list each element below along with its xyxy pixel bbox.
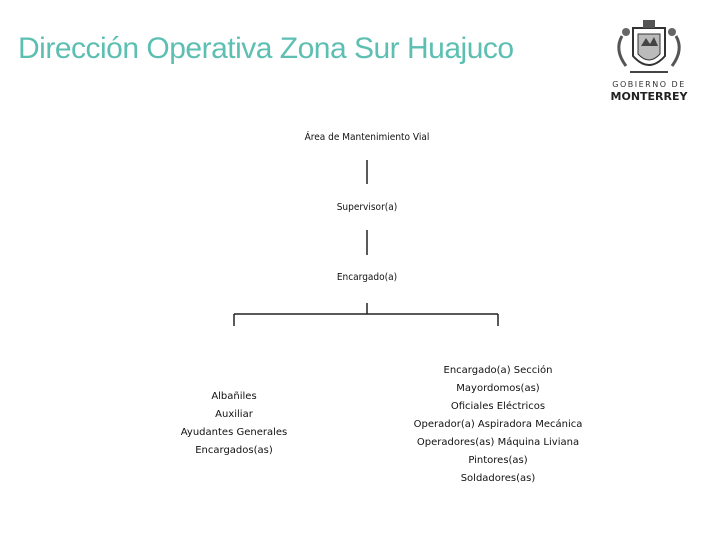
node-level2: Supervisor(a) — [336, 202, 398, 213]
node-right-group — [398, 362, 598, 488]
page-title: Dirección Operativa Zona Sur Huajuco — [18, 32, 514, 65]
right-group-item: Mayordomos(as) — [456, 383, 540, 394]
node-level1: Área de Mantenimiento Vial — [304, 132, 430, 143]
logo-text-top: GOBIERNO DE — [612, 80, 686, 89]
logo-text-main: MONTERREY — [610, 90, 688, 103]
left-group-item: Ayudantes Generales — [180, 427, 288, 438]
right-group-item: Pintores(as) — [468, 455, 528, 466]
right-group-item: Encargado(a) Sección — [443, 365, 553, 376]
right-group-item: Oficiales Eléctricos — [450, 401, 546, 412]
node-level3: Encargado(a) — [336, 272, 398, 283]
right-group-item: Soldadores(as) — [460, 473, 536, 484]
right-group-item: Operador(a) Aspiradora Mecánica — [413, 419, 583, 430]
left-group-item: Auxiliar — [215, 409, 253, 420]
node-left-group — [154, 388, 314, 460]
left-group-item: Encargados(as) — [195, 445, 273, 456]
right-group-item: Operadores(as) Máquina Liviana — [416, 437, 580, 448]
left-group-item: Albañiles — [211, 391, 257, 402]
